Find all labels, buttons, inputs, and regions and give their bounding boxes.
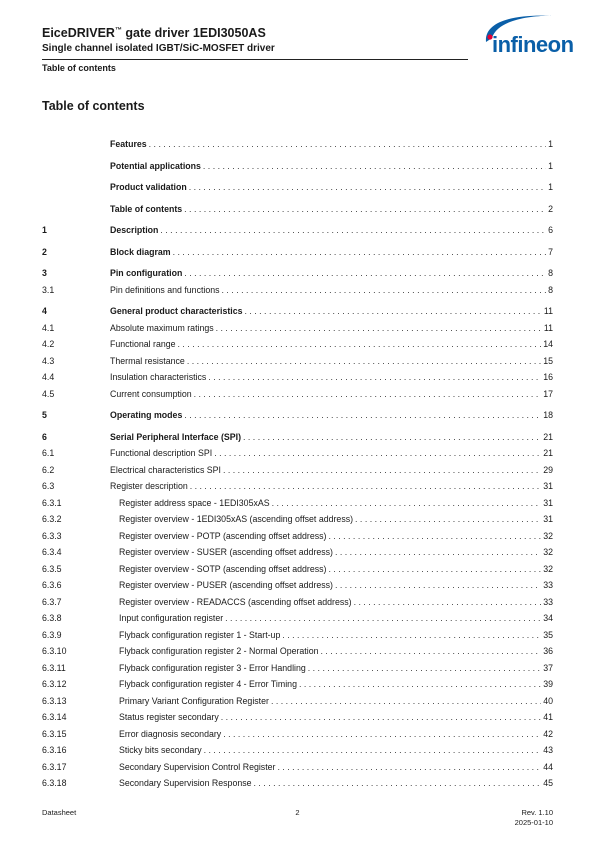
toc-entry-title[interactable]: Flyback configuration register 4 - Error Timing [119,679,297,689]
toc-entry-number: 6.3.11 [42,662,66,673]
toc-entry[interactable] [42,267,553,280]
toc-entry-page[interactable]: 16 [543,372,553,382]
toc-entry-title[interactable]: General product characteristics [110,306,243,316]
toc-entry-title[interactable]: Register overview - PUSER (ascending offset address) [119,580,333,590]
toc-leader-dots [203,160,546,173]
toc-entry-page[interactable]: 45 [543,778,553,788]
toc-entry-line [119,513,553,526]
toc-entry-line [110,464,553,477]
toc-leader-dots [299,678,541,691]
toc-leader-dots [271,695,541,708]
toc-entry-title[interactable]: Thermal resistance [110,355,185,366]
toc-entry-number: 6.3.18 [42,778,67,788]
toc-entry[interactable] [42,447,553,460]
toc-entry-title[interactable]: Input configuration register [119,613,224,623]
toc-entry[interactable] [42,480,553,493]
toc-entry-page[interactable]: 18 [543,410,553,420]
toc-entry[interactable] [42,409,553,422]
toc-leader-dots [184,203,546,216]
toc-leader-dots [225,612,541,625]
toc-entry-line [110,355,553,368]
toc-entry-title[interactable]: Functional range [110,339,176,349]
toc-leader-dots [254,777,542,790]
toc-entry-page[interactable]: 31 [543,514,553,524]
toc-entry-number: 6.3.16 [42,745,67,755]
toc-entry-line [119,777,553,790]
toc-entry-number: 4.1 [42,322,55,333]
toc-entry-page[interactable]: 33 [543,596,553,607]
toc-entry[interactable] [42,579,553,592]
toc-entry[interactable] [42,612,553,625]
toc-entry-number: 6.3.7 [42,596,62,607]
toc-entry-page[interactable]: 15 [543,355,553,366]
toc-entry-number: 4.4 [42,372,55,382]
toc-entry-title[interactable]: Flyback configuration register 1 - Start-up [119,629,281,640]
toc-entry-title[interactable]: Register description [110,481,188,491]
toc-entry-page[interactable]: 42 [543,728,553,739]
toc-entry-line [110,181,553,194]
toc-leader-dots [320,645,541,658]
toc-leader-dots [178,338,542,351]
toc-entry-line [119,596,553,609]
toc-leader-dots [243,431,541,444]
toc-entry-line [110,371,553,384]
toc-entry-line [119,711,553,724]
toc-entry-title[interactable]: Electrical characteristics SPI [110,464,221,475]
toc-leader-dots [282,629,541,642]
toc-leader-dots [308,662,541,675]
toc-entry-line [110,160,553,173]
toc-entry-line [119,662,553,675]
toc-entry[interactable] [42,181,553,194]
toc-entry-title[interactable]: Serial Peripheral Interface (SPI) [110,431,242,442]
footer-date: 2025-01-10 [514,818,553,827]
toc-entry[interactable] [42,662,553,675]
toc-entry-number: 6.3.14 [42,712,67,722]
toc-entry[interactable] [42,246,553,259]
toc-leader-dots [184,409,541,422]
toc-entry-page[interactable]: 1 [548,182,553,192]
toc-entry[interactable] [42,388,553,401]
toc-leader-dots [221,711,541,724]
toc-entry-page[interactable]: 11 [543,322,553,333]
toc-leader-dots [223,464,541,477]
toc-entry-line [119,678,553,691]
footer-page-number: 2 [295,808,300,817]
toc-entry-page[interactable]: 32 [543,547,553,557]
toc-leader-dots [272,497,542,510]
toc-entry-title[interactable]: Pin definitions and functions [110,284,220,295]
toc-entry-number: 6.3.3 [42,530,62,541]
toc-entry-page[interactable]: 1 [548,160,553,171]
toc-entry-page[interactable]: 17 [543,388,553,399]
toc-entry-title[interactable]: Description [110,225,159,235]
toc-entry-line [110,267,553,280]
toc-entry-line [110,138,553,151]
toc-entry-title[interactable]: Pin configuration [110,268,183,278]
toc-entry-page[interactable]: 11 [543,306,553,316]
toc-leader-dots [208,371,541,384]
toc-entry[interactable] [42,761,553,774]
toc-entry-page[interactable]: 14 [543,339,553,349]
toc-entry-line [110,322,553,335]
toc-entry-line [119,563,553,576]
infineon-logo [478,12,588,62]
toc-entry-title[interactable]: Status register secondary [119,712,219,722]
toc-entry-number: 6.3.6 [42,580,62,590]
toc-entry[interactable] [42,464,553,477]
toc-entry-page[interactable]: 2 [548,203,553,214]
toc-entry[interactable] [42,546,553,559]
toc-entry-number: 4.2 [42,339,55,349]
toc-entry[interactable] [42,695,553,708]
toc-entry[interactable] [42,305,553,318]
toc-leader-dots [328,563,541,576]
toc-entry-title[interactable]: Register overview - SUSER (ascending offset address) [119,547,333,557]
toc-entry-page[interactable]: 34 [543,613,553,623]
toc-entry[interactable] [42,497,553,510]
toc-entry-page[interactable]: 7 [548,246,553,257]
toc-entry-page[interactable]: 37 [543,662,553,673]
toc-entry[interactable] [42,596,553,609]
toc-leader-dots [173,246,546,259]
toc-entry-number: 3.1 [42,284,55,295]
toc-entry[interactable] [42,355,553,368]
toc-entry-number: 6.3.17 [42,761,67,772]
toc-entry-page[interactable]: 29 [543,464,553,475]
toc-entry-page[interactable]: 8 [548,284,553,295]
toc-entry-line [110,447,553,460]
toc-entry-number: 6.1 [42,448,55,458]
toc-entry-number: 1 [42,225,47,235]
toc-entry-title[interactable]: Register overview - SOTP (ascending offset address) [119,563,327,574]
toc-entry-page[interactable]: 41 [543,712,553,722]
toc-entry[interactable] [42,777,553,790]
toc-entry[interactable] [42,530,553,543]
toc-leader-dots [277,761,541,774]
toc-entry-line [119,645,553,658]
toc-leader-dots [187,355,541,368]
toc-entry-number: 2 [42,246,47,257]
toc-entry-page[interactable]: 43 [543,745,553,755]
footer-revision-block [515,808,553,828]
toc-leader-dots [245,305,542,318]
toc-entry-title[interactable]: Register address space - 1EDI305xAS [119,497,270,508]
toc-entry-line [110,305,553,318]
header-divider [42,59,468,60]
toc-entry[interactable] [42,224,553,237]
toc-leader-dots [194,388,542,401]
toc-entry-title[interactable]: Functional description SPI [110,448,213,458]
toc-entry-line [110,409,553,422]
toc-leader-dots [355,513,541,526]
toc-entry-number: 6.3 [42,481,55,491]
toc-entry-line [119,728,553,741]
toc-entry-number: 4 [42,306,47,316]
toc-entry[interactable] [42,513,553,526]
toc-entry-number: 6.2 [42,464,55,475]
toc-entry[interactable] [42,728,553,741]
toc-entry-page[interactable]: 21 [543,431,553,442]
toc-entry[interactable] [42,138,553,151]
toc-entry-line [119,744,553,757]
toc-entry[interactable] [42,371,553,384]
toc-entry-line [119,629,553,642]
toc-leader-dots [189,181,546,194]
toc-entry-title[interactable]: Register overview - READACCS (ascending offset address) [119,596,352,607]
toc-entry-title[interactable]: Flyback configuration register 3 - Error Handling [119,662,306,673]
toc-entry-line [119,530,553,543]
toc-leader-dots [223,728,541,741]
toc-leader-dots [214,447,541,460]
toc-entry-title[interactable]: Secondary Supervision Control Register [119,761,276,772]
toc-leader-dots [354,596,542,609]
toc-entry-title[interactable]: Operating modes [110,410,183,420]
toc-entry-title[interactable]: Sticky bits secondary [119,745,202,755]
toc-entry-title[interactable]: Error diagnosis secondary [119,728,222,739]
toc-entry-line [110,388,553,401]
toc-entry[interactable] [42,431,553,444]
toc-entry-number: 6.3.4 [42,547,62,557]
toc-entry-page[interactable]: 8 [548,268,553,278]
toc-entry-page[interactable]: 32 [543,530,553,541]
toc-entry-line [119,761,553,774]
toc-entry-title[interactable]: Absolute maximum ratings [110,322,214,333]
toc-entry-number: 3 [42,268,47,278]
toc-leader-dots [190,480,541,493]
logo-wordmark: infineon [492,32,574,57]
toc-entry-title[interactable]: Secondary Supervision Response [119,778,252,788]
toc-leader-dots [335,546,541,559]
toc-entry-number: 4.5 [42,388,55,399]
toc-entry-number: 6.3.5 [42,563,62,574]
document-subtitle: Single channel isolated IGBT/SiC-MOSFET driver [42,43,275,54]
toc-entry-line [110,284,553,297]
toc-entry[interactable] [42,711,553,724]
toc-leader-dots [216,322,542,335]
toc-entry[interactable] [42,629,553,642]
toc-leader-dots [222,284,547,297]
toc-entry[interactable] [42,744,553,757]
toc-entry-page[interactable]: 31 [543,481,553,491]
toc-entry[interactable] [42,338,553,351]
footer-doc-type: Datasheet [42,808,77,817]
toc-entry-page[interactable]: 32 [543,563,553,574]
toc-entry-title[interactable]: Insulation characteristics [110,372,207,382]
toc-entry-line [119,546,553,559]
toc-entry-number: 6 [42,431,47,442]
toc-entry-title[interactable]: Features [110,139,147,149]
toc-entry-number: 6.3.1 [42,497,62,508]
toc-entry-page[interactable]: 33 [543,580,553,590]
toc-entry[interactable] [42,284,553,297]
toc-entry[interactable] [42,645,553,658]
toc-entry-number: 6.3.2 [42,514,62,524]
toc-entry-number: 6.3.8 [42,613,62,623]
toc-entry-title[interactable]: Flyback configuration register 2 - Normal Operation [119,646,319,656]
toc-entry-number: 6.3.12 [42,679,67,689]
toc-entry-title[interactable]: Primary Variant Configuration Register [119,695,269,706]
toc-leader-dots [160,224,546,237]
toc-entry-number: 6.3.9 [42,629,62,640]
toc-heading: Table of contents [42,99,145,113]
toc-entry-page[interactable]: 1 [548,139,553,149]
footer-revision: Rev. 1.10 [521,808,553,817]
running-section-title: Table of contents [42,63,116,73]
toc-entry-title[interactable]: Table of contents [110,203,183,214]
document-title: EiceDRIVER™ gate driver 1EDI3050AS [42,26,266,40]
toc-leader-dots [149,138,546,151]
toc-entry-page[interactable]: 39 [543,679,553,689]
toc-leader-dots [328,530,541,543]
toc-entry-number: 4.3 [42,355,55,366]
trademark-symbol: ™ [114,26,122,34]
toc-entry[interactable] [42,678,553,691]
toc-entry-title[interactable]: Register overview - POTP (ascending offset address) [119,530,327,541]
toc-entry-number: 6.3.13 [42,695,67,706]
toc-entry-title[interactable]: Potential applications [110,160,201,171]
toc-leader-dots [335,579,541,592]
toc-entry-page[interactable]: 44 [543,761,553,772]
toc-entry-line [110,338,553,351]
toc-entry-number: 5 [42,410,47,420]
toc-entry-line [110,480,553,493]
toc-entry-title[interactable]: Register overview - 1EDI305xAS (ascending offset address) [119,514,354,524]
toc-entry[interactable] [42,160,553,173]
toc-entry-line [110,246,553,259]
toc-entry[interactable] [42,203,553,216]
toc-entry-page[interactable]: 21 [543,448,553,458]
toc-entry-page[interactable]: 35 [543,629,553,640]
toc-entry[interactable] [42,322,553,335]
toc-entry-page[interactable]: 6 [548,225,553,235]
toc-leader-dots [204,744,542,757]
toc-entry-page[interactable]: 40 [543,695,553,706]
toc-entry[interactable] [42,563,553,576]
toc-entry-line [119,612,553,625]
toc-entry-page[interactable]: 31 [543,497,553,508]
toc-entry-title[interactable]: Product validation [110,182,187,192]
toc-entry-line [119,579,553,592]
toc-entry-number: 6.3.10 [42,646,67,656]
toc-entry-page[interactable]: 36 [543,646,553,656]
toc-entry-line [119,695,553,708]
toc-entry-line [110,431,553,444]
toc-entry-line [119,497,553,510]
toc-leader-dots [184,267,546,280]
toc-entry-title[interactable]: Block diagram [110,246,171,257]
toc-entry-line [110,203,553,216]
toc-entry-title[interactable]: Current consumption [110,388,192,399]
toc-entry-number: 6.3.15 [42,728,67,739]
toc-entry-line [110,224,553,237]
